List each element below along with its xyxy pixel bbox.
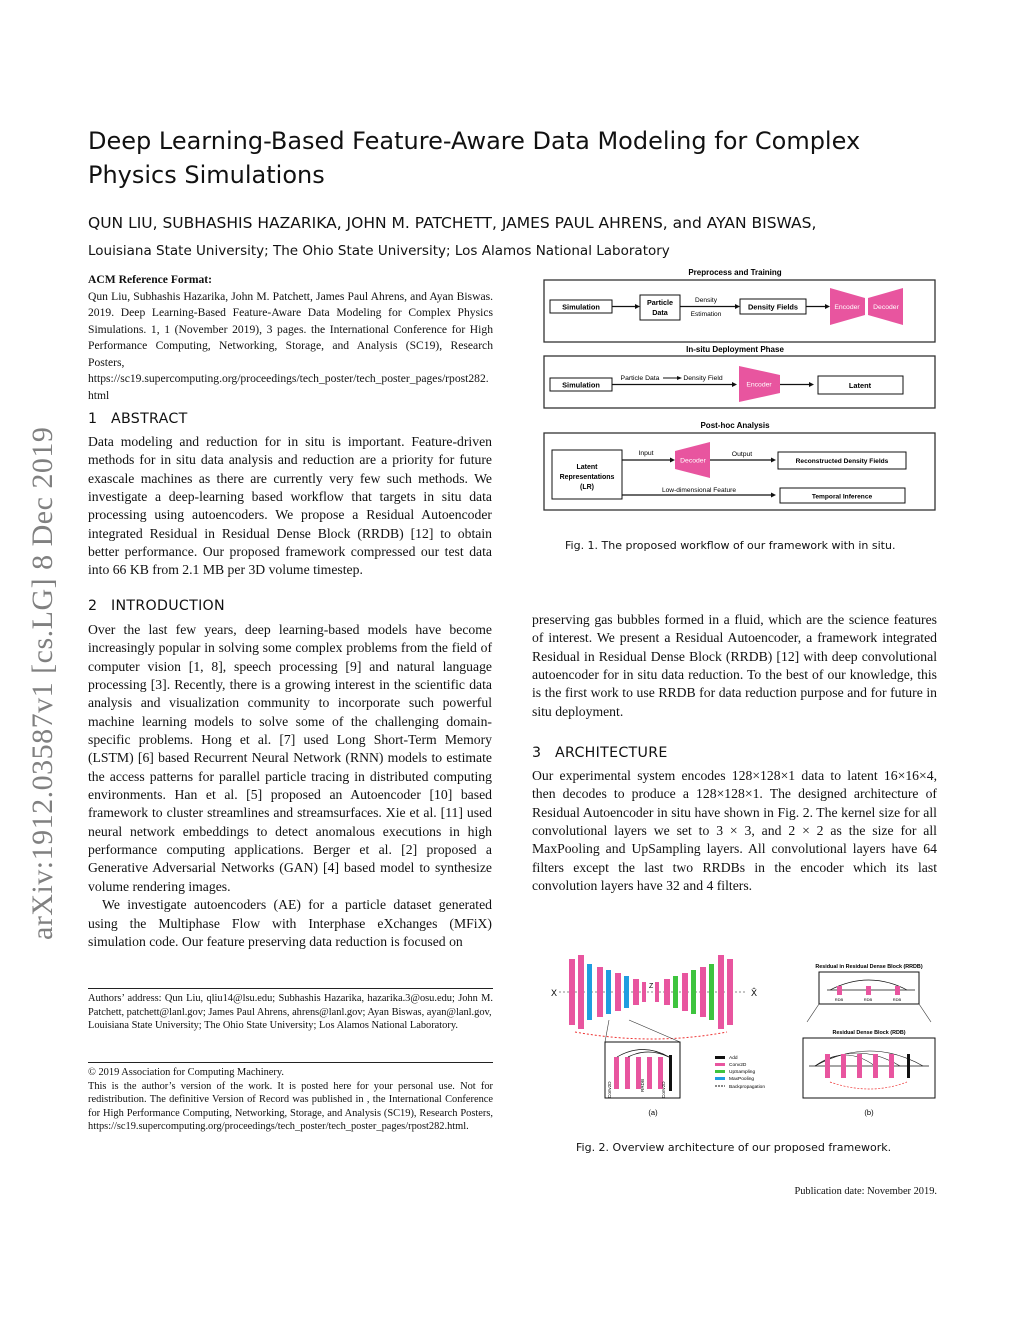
fig1-posthoc-title: Post-hoc Analysis xyxy=(700,421,770,430)
fig2-layer-upsampling xyxy=(673,976,678,1008)
figure-1-workflow xyxy=(540,262,940,514)
fig1-particle-label: Particle xyxy=(647,298,673,307)
section-heading-architecture xyxy=(532,745,668,761)
fig1-arrowhead xyxy=(825,304,830,309)
fig2-layer-conv xyxy=(615,973,621,1011)
author-affiliations: Louisiana State University; The Ohio State University; Los Alamos National Laboratory. xyxy=(88,1020,458,1032)
arxiv-identifier: arXiv:1912.03587v1 [cs.LG] 8 Dec 2019 xyxy=(26,426,59,940)
architecture-text xyxy=(532,767,937,895)
intro-paragraph-2: We investigate autoencoders (AE) for a particle dataset generated using the Multiphase Flow with Interphase eXchanges (MFiX) simulation code. Our feature preserving data reduction is focused on xyxy=(88,897,492,949)
fig2-legend-backprop: Backpropagation xyxy=(729,1085,766,1090)
fig2-label-b: (b) xyxy=(864,1108,874,1117)
fig2-rdb-title: Residual Dense Block (RDB) xyxy=(832,1030,906,1036)
fig2-rdb-block xyxy=(837,986,842,995)
acm-heading: ACM Reference Format: xyxy=(88,273,213,286)
copyright-footnote xyxy=(88,1066,493,1134)
fig2-rdb-conv xyxy=(825,1054,830,1078)
fig1-encoder-label: Encoder xyxy=(834,304,860,311)
fig2-layer-upsampling xyxy=(709,964,714,1020)
fig2-rdb-add xyxy=(907,1054,910,1078)
fig2-layer-conv xyxy=(569,959,575,1025)
fig2-zoom-line xyxy=(605,1020,609,1042)
fig1-density-label: Density xyxy=(695,297,717,304)
fig2-input-x: X xyxy=(551,988,558,998)
fig1-data-label: Data xyxy=(652,308,668,317)
fig2-legend-swatch-add xyxy=(715,1056,725,1059)
fig2-layer-upsampling xyxy=(691,970,696,1014)
fig2-legend-maxpooling: MaxPooling xyxy=(729,1077,755,1082)
figure-2-caption: Fig. 2. Overview architecture of our proposed framework. xyxy=(576,1141,892,1154)
fig1-arrowhead xyxy=(809,382,814,387)
section-number: 2 xyxy=(88,598,98,614)
publication-date: Publication date: November 2019. xyxy=(794,1186,937,1197)
fig2-layer-conv xyxy=(700,967,706,1017)
fig2-layer-conv xyxy=(718,955,724,1029)
fig2-legend-swatch-upsampling xyxy=(715,1070,725,1073)
fig1-input-label: Input xyxy=(638,450,654,457)
fig2-rdb-conv xyxy=(857,1054,862,1078)
copyright-line: © 2019 Association for Computing Machinery. xyxy=(88,1067,284,1078)
section-title: ABSTRACT xyxy=(111,411,188,427)
fig2-latent-z: Z xyxy=(649,983,654,990)
fig1-arrowhead xyxy=(735,304,740,309)
acm-reference xyxy=(88,272,493,404)
fig2-rdb-label: RDB xyxy=(834,997,844,1002)
fig1-particle-data-label: Particle Data xyxy=(620,375,660,382)
introduction-continued xyxy=(532,611,937,721)
copyright-rule xyxy=(88,1062,493,1063)
fig2-backprop-curve xyxy=(575,1032,727,1039)
paper-title: Deep Learning-Based Feature-Aware Data Modeling for Complex Physics Simulations xyxy=(88,127,861,189)
fig2-legend-upsampling: UpSampling xyxy=(729,1070,756,1075)
fig2-rdb-conv xyxy=(889,1054,894,1078)
fig2-layer-conv xyxy=(727,959,733,1025)
fig2-rrdb-title: Residual in Residual Dense Block (RRDB) xyxy=(815,964,923,970)
fig2-layer-conv xyxy=(597,967,603,1017)
acm-citation: Qun Liu, Subhashis Hazarika, John M. Patchett, James Paul Ahrens, and Ayan Biswas. 2019. Deep Learning-Based Feature-Aware Data Modeling for Complex Physics Simulations. 1, 1 (November 2019), 3 pages. the International Conference for High Performance Computing, Networking, Storage, and Analysis (SC19), Research Posters, https://sc19.supercomputing.org/proceedings/tech_poster/tech_poster_pages/rpost282.html xyxy=(88,289,493,402)
section-title: INTRODUCTION xyxy=(111,598,225,614)
fig2-inset-conv2d-label: Conv2D xyxy=(661,1081,666,1098)
fig1-lr-line2: Representations xyxy=(559,474,615,481)
figure-2-architecture xyxy=(545,950,940,1122)
abstract-text xyxy=(88,433,492,580)
fig2-rdb-label: RDB xyxy=(892,997,902,1002)
fig2-rdb-conv xyxy=(873,1054,878,1078)
intro-paragraph-1: Over the last few years, deep learning-based models have become increasingly popular in solving some complex problems from the field of computer vision [1, 8], speech processing [9] and natural language processing [3]. Recently, there is a growing interest in the scientific data analysis and visualization community to incorporate such powerful machine learning models to solve some of the challenging domain-specific problems. Hong et al. [7] used Long Short-Term Memory (LSTM) [6] based Recurrent Neural Network (RNN) models to estimate the access patterns for parallel particle tracing in distributed computing environments. Han et al. [5] proposed an Autoencoder [10] based framework to cluster streamlines and streamsurfaces. Xie et al. [11] used neural network embeddings to detect anomalous executions in high performance computing applications. Berger et al. [2] proposed a Generative Adversarial Networks (GAN) [4] based model to synthesize volume rendering images. xyxy=(88,622,492,894)
author-list: QUN LIU, SUBHASHIS HAZARIKA, JOHN M. PATCHETT, JAMES PAUL AHRENS, and AYAN BISWAS, xyxy=(88,214,817,232)
fig1-lr-line3: (LR) xyxy=(580,484,594,491)
section-number: 3 xyxy=(532,745,542,761)
fig1-temporal-label: Temporal Inference xyxy=(811,493,873,501)
fig2-inset-conv xyxy=(647,1057,652,1089)
fig2-inset-add xyxy=(669,1055,672,1091)
fig1-density-fields-label: Density Fields xyxy=(747,302,799,312)
fig2-rdb-block xyxy=(895,986,900,995)
section-number: 1 xyxy=(88,411,98,427)
author-footnote xyxy=(88,992,493,1033)
fig1-output-label: Output xyxy=(731,451,753,458)
figure-1-caption: Fig. 1. The proposed workflow of our framework with in situ. xyxy=(565,539,896,552)
fig2-zoom-line xyxy=(807,1004,819,1022)
fig2-inset-rrdb-label: RRDB xyxy=(640,1078,645,1092)
license-note: This is the author’s version of the work. It is posted here for your personal use. Not for redistribution. The definitive Version of Record was published in , the International Conference for High Performance Computing, Networking, Storage, and Analysis (SC19), Research Posters, https://sc19.supercomputing.org/proceedings/tech_poster/tech_poster_pages/rpost282.html. xyxy=(88,1080,493,1133)
intro-paragraph-continued: preserving gas bubbles formed in a fluid, which are the science features of interest. We present a Residual Autoencoder, a framework integrated Residual in Residual Dense Block (RRDB) [12] with deep convolutional autoencoder for in situ data reduction. To the best of our knowledge, this is the first work to use RRDB for data reduction purpose and for future in situ deployment. xyxy=(532,612,937,719)
fig1-preprocess-title: Preprocess and Training xyxy=(688,268,782,277)
fig2-inset-conv xyxy=(614,1057,619,1089)
fig2-layer-conv xyxy=(633,979,639,1005)
fig1-insitu-title: In-situ Deployment Phase xyxy=(686,345,784,354)
affiliation: Louisiana State University; The Ohio State University; Los Alamos National Laboratory xyxy=(88,243,670,259)
fig2-rdb-label: RDB xyxy=(863,997,873,1002)
fig1-lr-line1: Latent xyxy=(576,464,598,471)
fig1-arrowhead xyxy=(670,458,675,463)
fig1-reconstructed-label: Reconstructed Density Fields xyxy=(795,458,889,465)
introduction-text xyxy=(88,621,492,951)
fig1-arrowhead xyxy=(771,493,776,498)
fig1-encoder-label: Encoder xyxy=(746,381,772,389)
fig1-decoder-label: Decoder xyxy=(873,304,899,311)
author-address: Authors’ address: Qun Liu, qliu14@lsu.edu; Subhashis Hazarika, hazarika.3@osu.edu; John M. Patchett, patchett@lanl.gov; James Paul Ahrens, ahrens@lanl.gov; Ayan Biswas, ayan@lanl.gov, xyxy=(88,993,493,1018)
fig1-estimation-label: Estimation xyxy=(690,311,722,318)
section-heading-abstract xyxy=(88,411,188,427)
fig2-legend-swatch-conv2d xyxy=(715,1063,725,1066)
fig2-inset-conv2d-label: Conv2D xyxy=(607,1081,612,1098)
fig1-arrowhead xyxy=(635,304,640,309)
fig1-lowdim-label: Low-dimensional Feature xyxy=(661,487,737,494)
fig2-rdb-conv xyxy=(841,1054,846,1078)
fig2-layer-maxpool xyxy=(606,970,611,1014)
fig2-latent-layer xyxy=(642,982,646,1002)
footnote-rule xyxy=(88,988,493,989)
fig1-simulation-label: Simulation xyxy=(562,380,600,390)
fig2-latent-layer xyxy=(655,982,659,1002)
fig1-density-field-label: Density Field xyxy=(683,375,723,382)
fig1-arrowhead xyxy=(771,458,776,463)
fig2-rdb-block xyxy=(866,986,871,995)
fig1-arrowhead xyxy=(677,376,682,380)
fig1-arrowhead xyxy=(732,382,737,387)
fig1-latent-label: Latent xyxy=(848,381,872,390)
fig2-layer-conv xyxy=(578,955,584,1029)
fig2-inset-conv xyxy=(625,1057,630,1089)
fig2-layer-maxpool xyxy=(587,964,592,1020)
fig2-layer-conv xyxy=(664,979,670,1005)
fig1-simulation-label: Simulation xyxy=(562,302,600,312)
fig2-legend-add: Add xyxy=(729,1056,738,1061)
fig2-label-a: (a) xyxy=(648,1108,658,1117)
architecture-paragraph: Our experimental system encodes 128×128×1 data to latent 16×16×4, then decodes to produce a 128×128×1. The designed architecture of Residual Autoencoder in situ have shown in Fig. 2. The kernel size for all convolutional layers we set to 3 × 3, and 2 × 2 as the size for all MaxPooling and UpSampling layers. All convolutional layers have 64 filters except the last two RRDBs in the encoder which its last convolution layers have 32 and 4 filters. xyxy=(532,768,937,894)
abstract-paragraph: Data modeling and reduction for in situ is important. Feature-driven methods for in situ data analysis and reduction are a priority for future exascale machines as there are currently very few such methods. We investigate a deep-learning based workflow that targets in situ data processing using autoencoders. We propose a Residual Autoencoder integrated Residual in Residual Dense Block (RRDB) [12] to obtain better performance. Our proposed framework compressed our test data into 66 KB from 2.1 MB per 3D volume timestep. xyxy=(88,434,492,578)
section-title: ARCHITECTURE xyxy=(555,745,668,761)
fig2-output-xhat: X̂ xyxy=(751,988,758,998)
section-heading-introduction xyxy=(88,598,225,614)
fig2-layer-maxpool xyxy=(624,976,629,1008)
fig1-decoder-label: Decoder xyxy=(680,457,706,465)
fig2-zoom-line xyxy=(919,1004,931,1022)
fig2-legend-conv2d: Conv2D xyxy=(729,1063,747,1068)
fig2-legend-swatch-maxpooling xyxy=(715,1077,725,1080)
fig2-layer-conv xyxy=(682,973,688,1011)
